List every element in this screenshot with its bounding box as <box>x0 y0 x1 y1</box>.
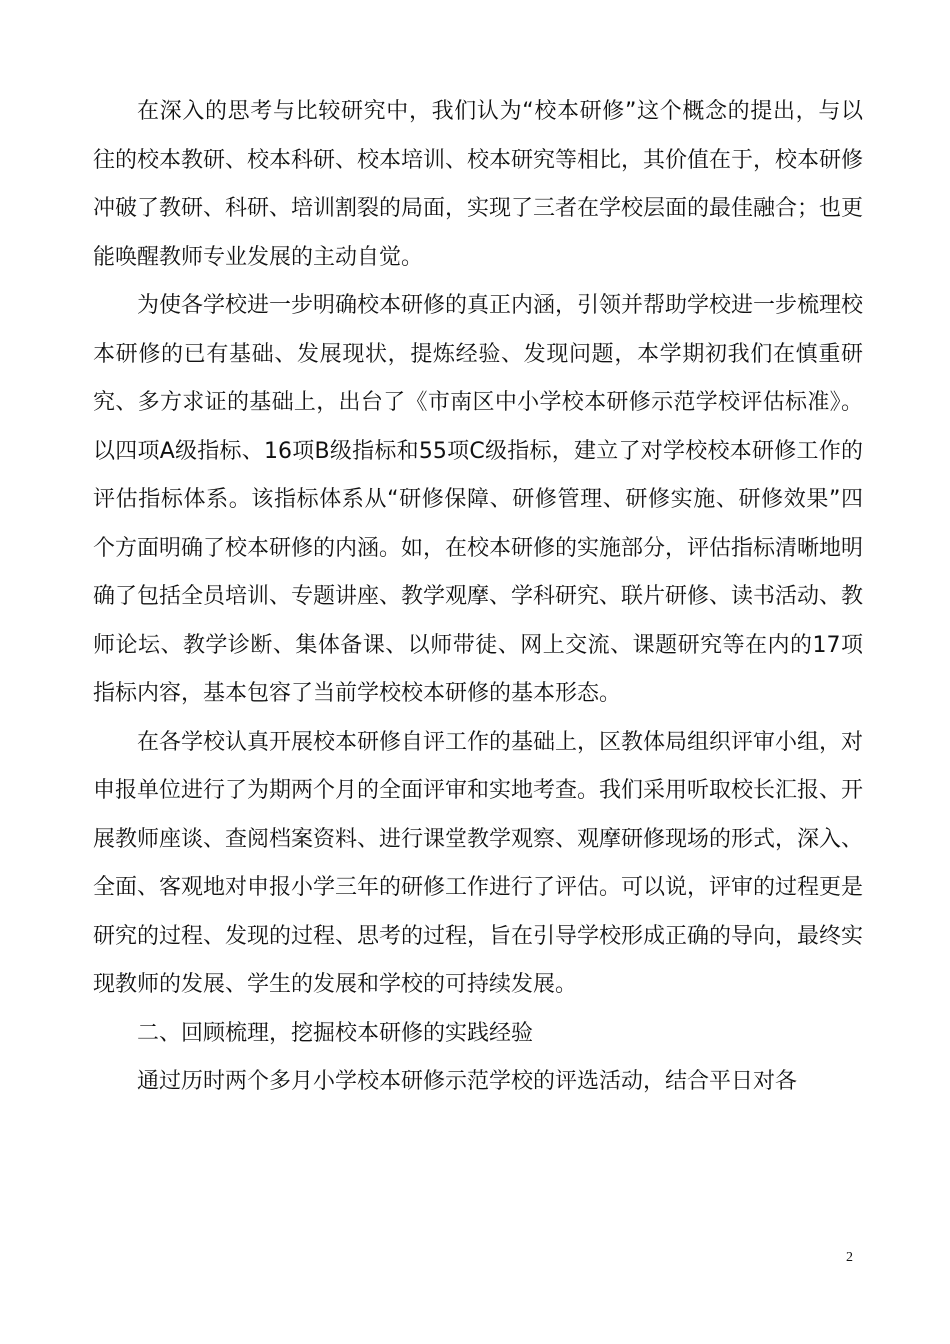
paragraph-review-process: 在各学校认真开展校本研修自评工作的基础上，区教体局组织评审小组，对申报单位进行了为期两个月的全面评审和实地考查。我们采用听取校长汇报、开展教师座谈、查阅档案资料、进行课堂教学观察、观摩研修现场的形式，深入、全面、客观地对申报小学三年的研修工作进行了评估。可以说，评审的过程更是研究的过程、发现的过程、思考的过程，旨在引导学校形成正确的导向，最终实现教师的发展、学生的发展和学校的可持续发展。 <box>93 729 864 997</box>
paragraph-evaluation-standard: 为使各学校进一步明确校本研修的真正内涵，引领并帮助学校进一步梳理校本研修的已有基础、发展现状，提炼经验、发现问题，本学期初我们在慎重研究、多方求证的基础上，出台了《市南区中小学校本研修示范学校评估标准》。以四项A级指标、16项B级指标和55项C级指标，建立了对学校校本研修工作的评估指标体系。该指标体系从“研修保障、研修管理、研修实施、研修效果”四个方面明确了校本研修的内涵。如，在校本研修的实施部分，评估指标清晰地明确了包括全员培训、专题讲座、教学观摩、学科研究、联片研修、读书活动、教师论坛、教学诊断、集体备课、以师带徒、网上交流、课题研究等在内的17项指标内容，基本包容了当前学校校本研修的基本形态。 <box>93 293 864 706</box>
section-heading-review: 二、回顾梳理，挖掘校本研修的实践经验 <box>137 1020 534 1046</box>
page-number: 2 <box>846 1250 853 1265</box>
paragraph-practice-experience: 通过历时两个多月小学校本研修示范学校的评选活动，结合平日对各 <box>137 1069 798 1094</box>
document-body <box>93 88 863 1107</box>
paragraph-concept-value: 在深入的思考与比较研究中，我们认为“校本研修”这个概念的提出，与以往的校本教研、校本科研、校本培训、校本研究等相比，其价值在于，校本研修冲破了教研、科研、培训割裂的局面，实现了三者在学校层面的最佳融合；也更能唤醒教师专业发展的主动自觉。 <box>93 99 864 270</box>
